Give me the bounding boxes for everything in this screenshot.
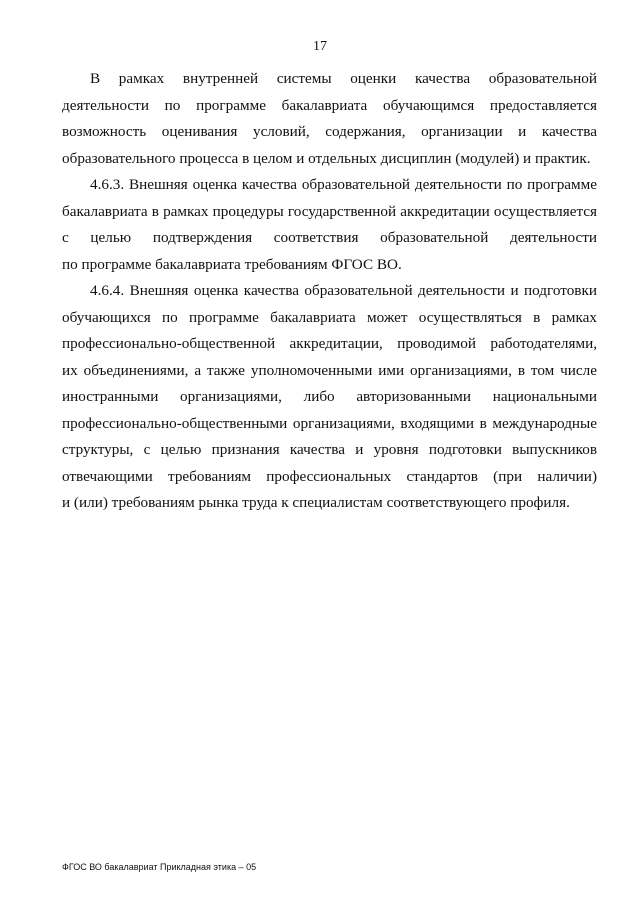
text-line: и (или) требованиям рынка труда к специалистам соответствующего профиля.: [62, 494, 570, 511]
text-line: с целью подтверждения соответствия образовательной деятельности: [62, 229, 597, 246]
text-line: профессионально-общественными организациями, входящими в международные: [62, 414, 597, 432]
document-body: [62, 66, 597, 517]
paragraph-4-6-4: [62, 278, 597, 517]
paragraph-internal-assessment: [62, 66, 597, 172]
text-line: возможность оценивания условий, содержания, организации и качества: [62, 123, 597, 140]
text-line: В рамках внутренней системы оценки качества образовательной: [90, 70, 597, 87]
paragraph-4-6-3: [62, 172, 597, 278]
text-line: деятельности по программе бакалавриата обучающимся предоставляется: [62, 96, 597, 114]
text-line: образовательного процесса в целом и отдельных дисциплин (модулей) и практик.: [62, 149, 591, 167]
text-line: 4.6.3. Внешняя оценка качества образовательной деятельности по программе: [90, 176, 597, 193]
text-line: по программе бакалавриата требованиям ФГОС ВО.: [62, 255, 402, 273]
text-line: их объединениями, а также уполномоченными ими организациями, в том числе: [62, 361, 597, 379]
text-line: бакалавриата в рамках процедуры государственной аккредитации осуществляется: [62, 202, 597, 220]
text-line: структуры, с целью признания качества и уровня подготовки выпускников: [62, 441, 597, 458]
text-line: отвечающими требованиям профессиональных стандартов (при наличии): [62, 467, 597, 485]
text-line: обучающихся по программе бакалавриата может осуществляться в рамках: [62, 308, 597, 326]
text-line: иностранными организациями, либо авторизованными национальными: [62, 388, 597, 405]
text-line: 4.6.4. Внешняя оценка качества образовательной деятельности и подготовки: [90, 282, 597, 299]
page-number: 17: [313, 39, 327, 54]
text-line: профессионально-общественной аккредитации, проводимой работодателями,: [62, 335, 597, 352]
document-footer: ФГОС ВО бакалавриат Прикладная этика – 05: [62, 862, 257, 872]
